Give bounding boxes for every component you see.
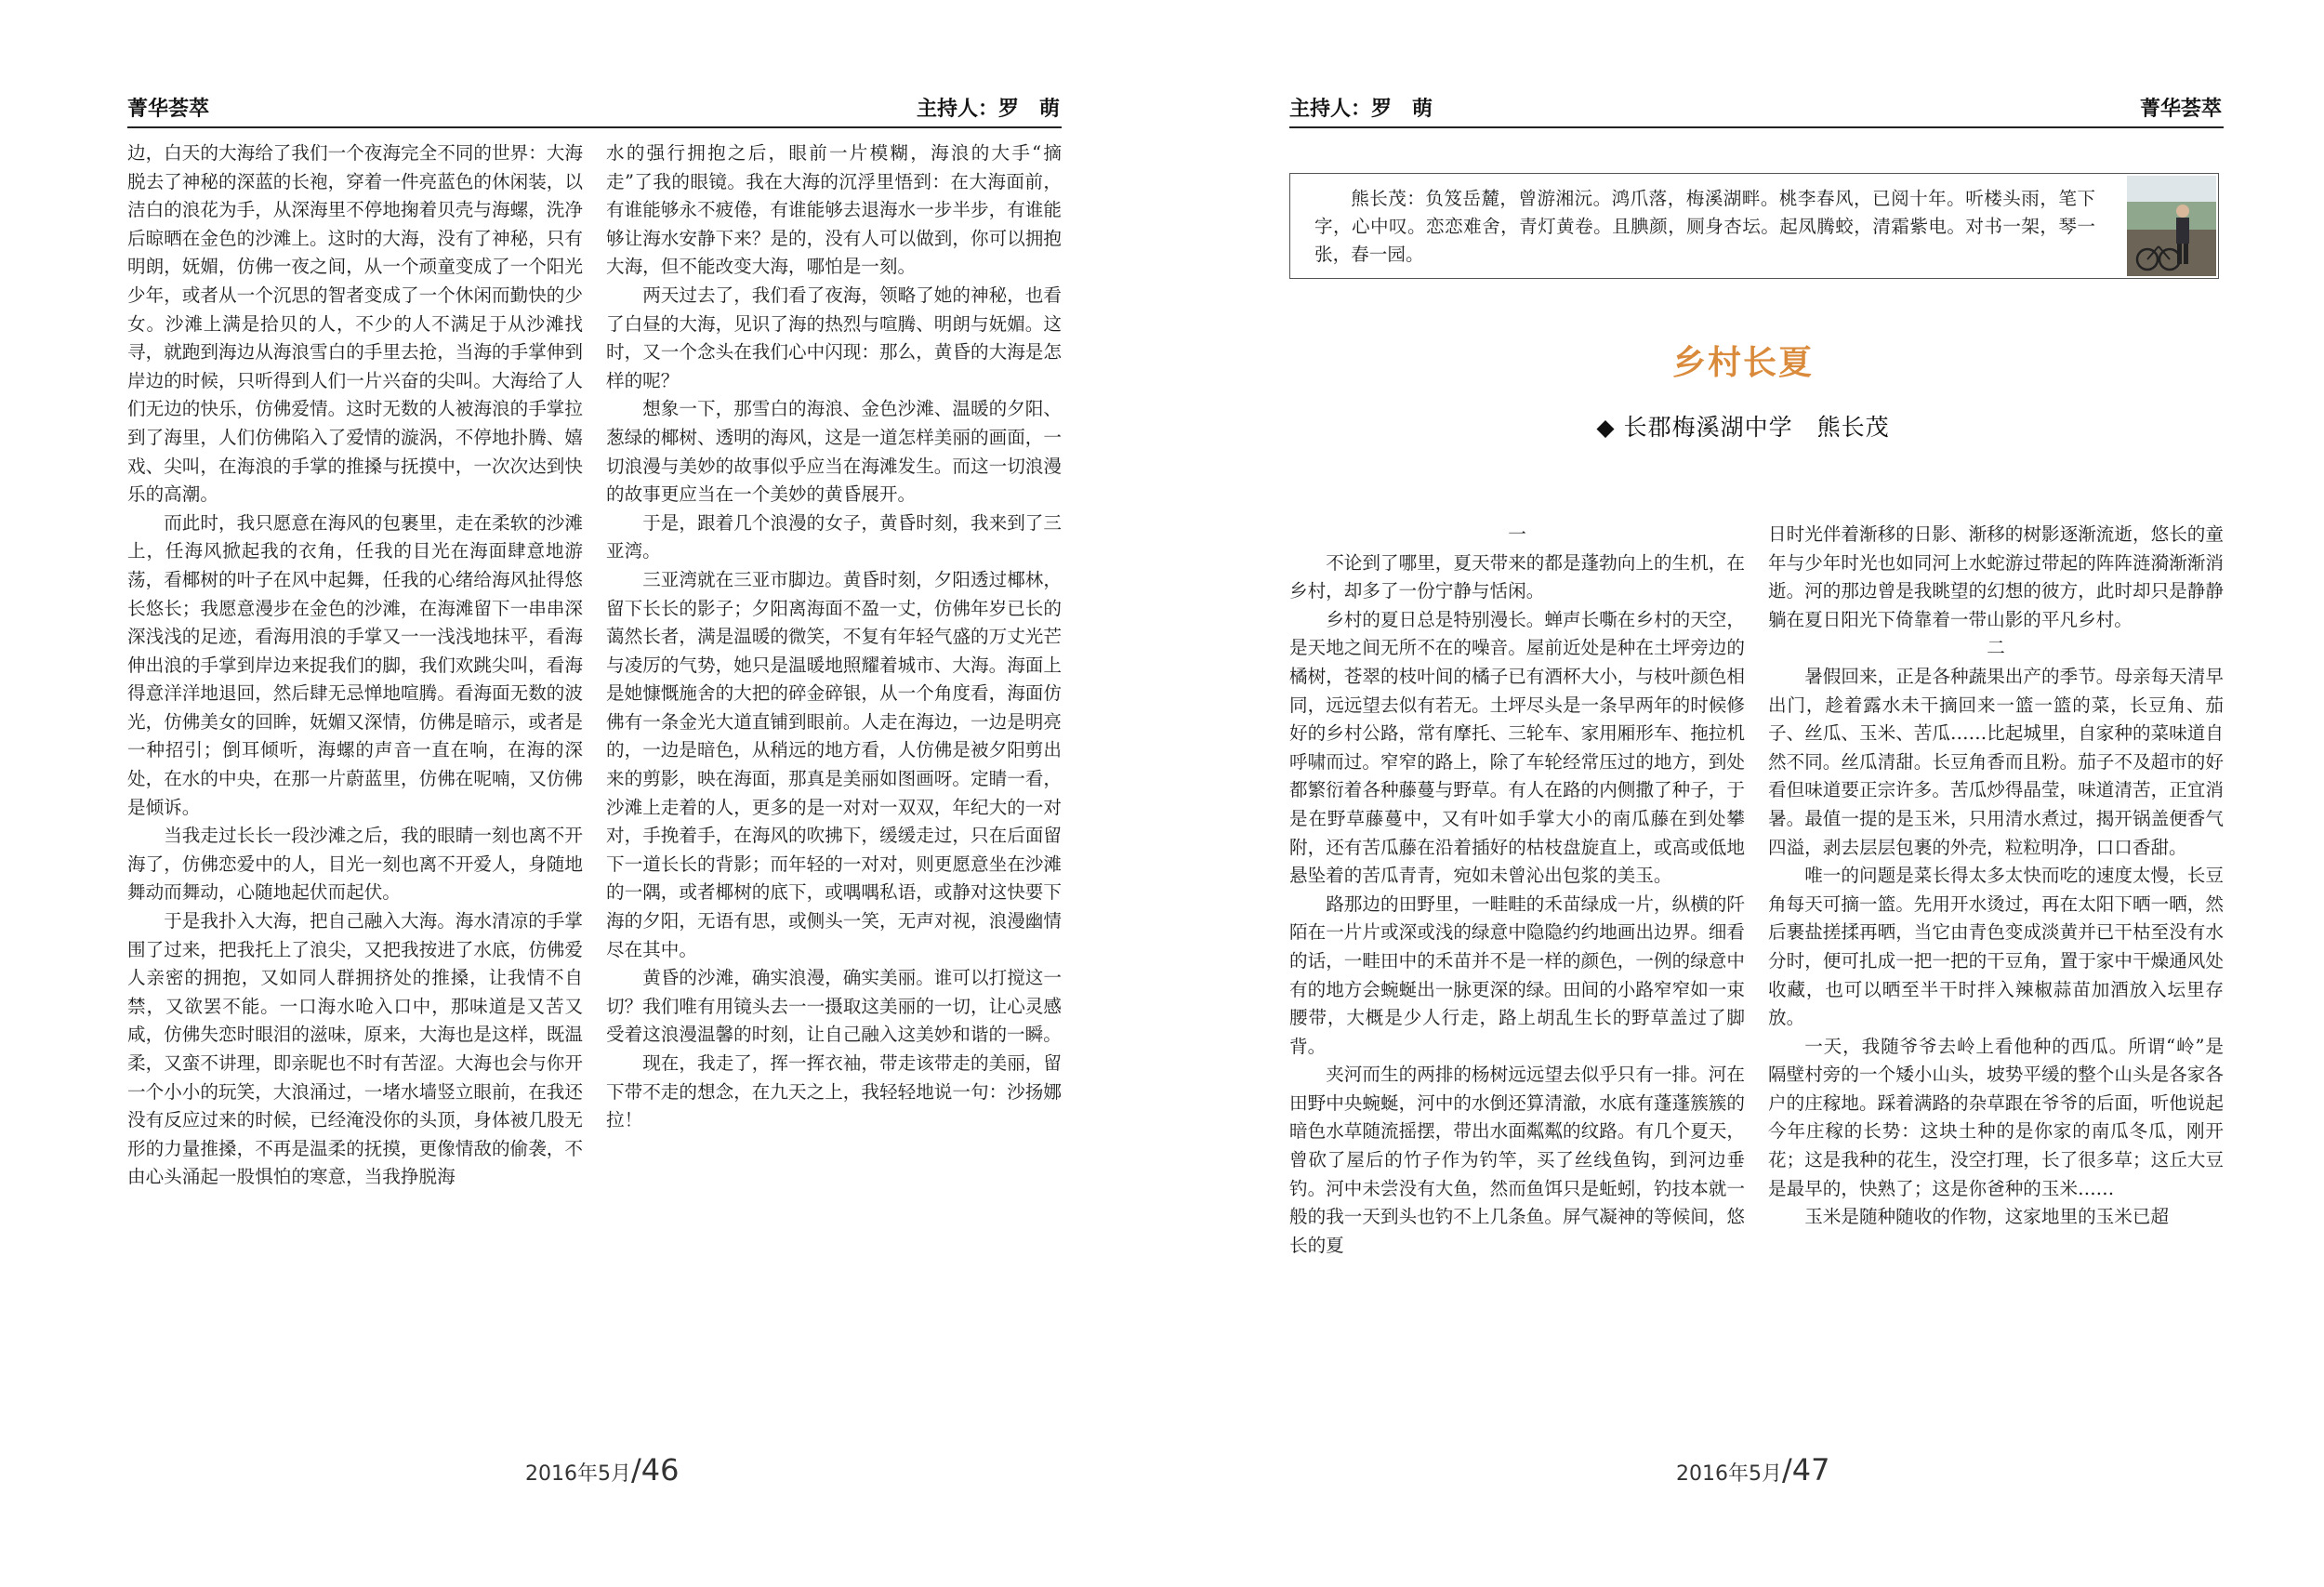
footer-slash: / xyxy=(631,1452,641,1488)
right-column-2 xyxy=(1768,521,2224,1232)
section-number: 二 xyxy=(1987,637,2005,659)
author-bio-box xyxy=(1289,173,2219,279)
page-footer xyxy=(1676,1452,1830,1488)
footer-date: 2016年5月 xyxy=(1676,1462,1782,1486)
article-byline: ◆ 长郡梅溪湖中学 熊长茂 xyxy=(1596,414,1890,441)
paragraph: 乡村的夏日总是特别漫长。蝉声长嘶在乡村的天空，是天地之间无所不在的噪音。屋前近处是种在土坪旁边的橘树，苍翠的枝叶间的橘子已有酒杯大小，与枝叶颜色相同，远远望去似有若无。土坪尽头是一条早两年的时候修好的乡村公路，常有摩托、三轮车、家用厢形车、拖拉机呼啸而过。窄窄的路上，除了车轮经常压过的地方，到处都繁衍着各种藤蔓与野草。有人在路的内侧撒了种子，于是在野草藤蔓中，又有叶如手掌大小的南瓜藤在到处攀附，还有苦瓜藤在沿着插好的枯枝盘旋直上，或高或低地悬坠着的苦瓜青青，宛如未曾沁出包浆的美玉。 xyxy=(1289,608,1745,887)
footer-slash: / xyxy=(1782,1452,1792,1488)
paragraph: 唯一的问题是菜长得太多太快而吃的速度太慢，长豆角每天可摘一篮。先用开水烫过，再在太阳下晒一晒，然后裹盐搓揉再晒，当它由青色变成淡黄并已干枯至没有水分时，便可扎成一把一把的干豆角，置于家中干燥通风处收藏，也可以晒至半干时拌入辣椒蒜苗加酒放入坛里存放。 xyxy=(1768,865,2224,1029)
paragraph: 现在，我走了，挥一挥衣袖，带走该带走的美丽，留下带不走的想念，在九天之上，我轻轻地说一句：沙扬娜拉！ xyxy=(606,1052,1062,1131)
page-footer xyxy=(525,1452,680,1488)
right-page xyxy=(1162,0,2324,1587)
page-number: 46 xyxy=(640,1452,680,1488)
left-column-2 xyxy=(606,139,1062,1135)
right-column-1 xyxy=(1289,521,1745,1260)
paragraph: 一天，我随爷爷去岭上看他种的西瓜。所谓“岭”是隔壁村旁的一个矮小山头，坡势平缓的整个山头是各家各户的庄稼地。踩着满路的杂草跟在爷爷的后面，听他说起今年庄稼的长势：这块土种的是你家的南瓜冬瓜，刚开花；这是我种的花生，没空打理，长了很多草；这丘大豆是最早的，快熟了；这是你爸种的玉米…… xyxy=(1768,1035,2224,1199)
author-photo xyxy=(2127,176,2216,276)
paragraph: 想象一下，那雪白的海浪、金色沙滩、温暖的夕阳、葱绿的椰树、透明的海风，这是一道怎样美丽的画面，一切浪漫与美妙的故事似乎应当在海滩发生。而这一切浪漫的故事更应当在一个美妙的黄昏展开。 xyxy=(606,398,1062,506)
host-label: 主持人：罗 萌 xyxy=(916,98,1060,121)
paragraph: 黄昏的沙滩，确实浪漫，确实美丽。谁可以打搅这一切？我们唯有用镜头去一一摄取这美丽的一切，让心灵感受着这浪漫温馨的时刻，让自己融入这美妙和谐的一瞬。 xyxy=(606,967,1062,1046)
footer-date: 2016年5月 xyxy=(525,1462,631,1486)
paragraph: 路那边的田野里，一畦畦的禾苗绿成一片，纵横的阡陌在一片片或深或浅的绿意中隐隐约约地画出边界。细看的话，一畦田中的禾苗并不是一样的颜色，一例的绿意中有的地方会蜿蜒出一脉更深的绿。田间的小路窄窄如一束腰带，大概是少人行走，路上胡乱生长的野草盖过了脚背。 xyxy=(1289,893,1745,1057)
paragraph: 水的强行拥抱之后，眼前一片模糊，海浪的大手“摘走”了我的眼镜。我在大海的沉浮里悟到：在大海面前，有谁能够永不疲倦，有谁能够去退海水一步半步，有谁能够让海水安静下来？是的，没有人可以做到，你可以拥抱大海，但不能改变大海，哪怕是一刻。 xyxy=(606,142,1062,278)
author-bio: 熊长茂：负笈岳麓，曾游湘沅。鸿爪落，梅溪湖畔。桃李春风，已阅十年。听楼头雨，笔下字，心中叹。恋恋难舍，青灯黄卷。且腆颜，厕身杏坛。起凤腾蛟，清霜紫电。对书一架，琴一张，春一园。 xyxy=(1314,188,2095,265)
paragraph: 夹河而生的两排的杨树远远望去似乎只有一排。河在田野中央蜿蜒，河中的水倒还算清澈，水底有蓬蓬簇簇的暗色水草随流摇摆，带出水面粼粼的纹路。有几个夏天，曾砍了屋后的竹子作为钓竿，买了丝线鱼钩，到河边垂钓。河中未尝没有大鱼，然而鱼饵只是蚯蚓，钓技本就一般的我一天到头也钓不上几条鱼。屏气凝神的等候间，悠长的夏 xyxy=(1289,1064,1745,1256)
paragraph: 而此时，我只愿意在海风的包裹里，走在柔软的沙滩上，任海风掀起我的衣角，任我的目光在海面肆意地游荡，看椰树的叶子在风中起舞，任我的心绪给海风扯得悠长悠长；我愿意漫步在金色的沙滩，在海滩留下一串串深深浅浅的足迹，看海用浪的手掌又一一浅浅地抹平，看海伸出浪的手掌到岸边来捉我们的脚，我们欢跳尖叫，看海得意洋洋地退回，然后肆无忌惮地喧腾。看海面无数的波光，仿佛美女的回眸，妩媚又深情，仿佛是暗示，或者是一种招引；倒耳倾听，海螺的声音一直在响，在海的深处，在水的中央，在那一片蔚蓝里，仿佛在呢喃，又仿佛是倾诉。 xyxy=(127,511,583,818)
paragraph: 玉米是随种随收的作物，这家地里的玉米已超 xyxy=(1804,1206,2170,1228)
left-column-1 xyxy=(127,139,583,1192)
host-label: 主持人：罗 萌 xyxy=(1289,98,1433,121)
page-number: 47 xyxy=(1791,1452,1830,1488)
section-name: 菁华荟萃 xyxy=(127,98,210,121)
article-title: 乡村长夏 xyxy=(1671,344,1814,382)
section-name: 菁华荟萃 xyxy=(2139,98,2222,121)
section-number: 一 xyxy=(1508,523,1526,545)
paragraph: 当我走过长长一段沙滩之后，我的眼睛一刻也离不开海了，仿佛恋爱中的人，目光一刻也离不开爱人，身随地舞动而舞动，心随地起伏而起伏。 xyxy=(127,825,583,904)
paragraph: 于是，跟着几个浪漫的女子，黄昏时刻，我来到了三亚湾。 xyxy=(606,511,1062,562)
paragraph: 暑假回来，正是各种蔬果出产的季节。母亲每天清早出门，趁着露水未干摘回来一篮一篮的菜，长豆角、茄子、丝瓜、玉米、苦瓜……比起城里，自家种的菜味道自然不同。丝瓜清甜。长豆角香而且粉。茄子不及超市的好看但味道要正宗许多。苦瓜炒得晶莹，味道清苦，正宜消暑。最值一提的是玉米，只用清水煮过，揭开锅盖便香气四溢，剥去层层包裹的外壳，粒粒明净，口口香甜。 xyxy=(1768,665,2224,858)
header-rule xyxy=(1289,126,2224,128)
paragraph: 于是我扑入大海，把自己融入大海。海水清凉的手掌围了过来，把我托上了浪尖，又把我按进了水底，仿佛爱人亲密的拥抱，又如同人群拥挤处的推搡，让我情不自禁，又欲罢不能。一口海水呛入口中，那味道是又苦又咸，仿佛失恋时眼泪的滋味，原来，大海也是这样，既温柔，又蛮不讲理，即亲昵也不时有苦涩。大海也会与你开一个小小的玩笑，大浪涌过，一堵水墙竖立眼前，在我还没有反应过来的时候，已经淹没你的头顶，身体被几股无形的力量推搡，不再是温柔的抚摸，更像情敌的偷袭，不由心头涌起一股惧怕的寒意，当我挣脱海 xyxy=(127,910,583,1188)
paragraph: 三亚湾就在三亚市脚边。黄昏时刻，夕阳透过椰林，留下长长的影子；夕阳离海面不盈一丈，仿佛年岁已长的蔼然长者，满是温暖的微笑，不复有年轻气盛的万丈光芒与凌厉的气势，她只是温暖地照耀着城市、大海。海面上是她慷慨施舍的大把的碎金碎银，从一个角度看，海面仿佛有一条金光大道直铺到眼前。人走在海边，一边是明亮的，一边是暗色，从稍远的地方看，人仿佛是被夕阳剪出来的剪影，映在海面，那真是美丽如图画呀。定睛一看，沙滩上走着的人，更多的是一对对一双双，年纪大的一对对，手挽着手，在海风的吹拂下，缓缓走过，只在后面留下一道长长的背影；而年轻的一对对，则更愿意坐在沙滩的一隅，或者椰树的底下，或喁喁私语，或静对这快要下海的夕阳，无语有思，或侧头一笑，无声对视，浪漫幽情尽在其中。 xyxy=(606,568,1062,960)
paragraph: 日时光伴着渐移的日影、渐移的树影逐渐流逝，悠长的童年与少年时光也如同河上水蛇游过带起的阵阵涟漪渐渐消逝。河的那边曾是我眺望的幻想的彼方，此时却只是静静躺在夏日阳光下倚靠着一带山影的平凡乡村。 xyxy=(1768,523,2224,630)
author-photo-image xyxy=(2127,176,2216,276)
paragraph: 两天过去了，我们看了夜海，领略了她的神秘，也看了白昼的大海，见识了海的热烈与喧腾、明朗与妩媚。这时，又一个念头在我们心中闪现：那么，黄昏的大海是怎样的呢？ xyxy=(606,284,1062,391)
paragraph: 边，白天的大海给了我们一个夜海完全不同的世界：大海脱去了神秘的深蓝的长袍，穿着一件亮蓝色的休闲装，以洁白的浪花为手，从深海里不停地掬着贝壳与海螺，洗净后晾晒在金色的沙滩上。这时的大海，没有了神秘，只有明朗，妩媚，仿佛一夜之间，从一个顽童变成了一个阳光少年，或者从一个沉思的智者变成了一个休闲而勤快的少女。沙滩上满是拾贝的人，不少的人不满足于从沙滩找寻，就跑到海边从海浪雪白的手里去抢，当海的手掌伸到岸边的时候，只听得到人们一片兴奋的尖叫。大海给了人们无边的快乐，仿佛爱情。这时无数的人被海浪的手掌拉到了海里，人们仿佛陷入了爱情的漩涡，不停地扑腾、嬉戏、尖叫，在海浪的手掌的推搡与抚摸中，一次次达到快乐的高潮。 xyxy=(127,142,583,506)
header-rule xyxy=(127,126,1062,128)
paragraph: 不论到了哪里，夏天带来的都是蓬勃向上的生机，在乡村，却多了一份宁静与恬闲。 xyxy=(1289,551,1745,602)
